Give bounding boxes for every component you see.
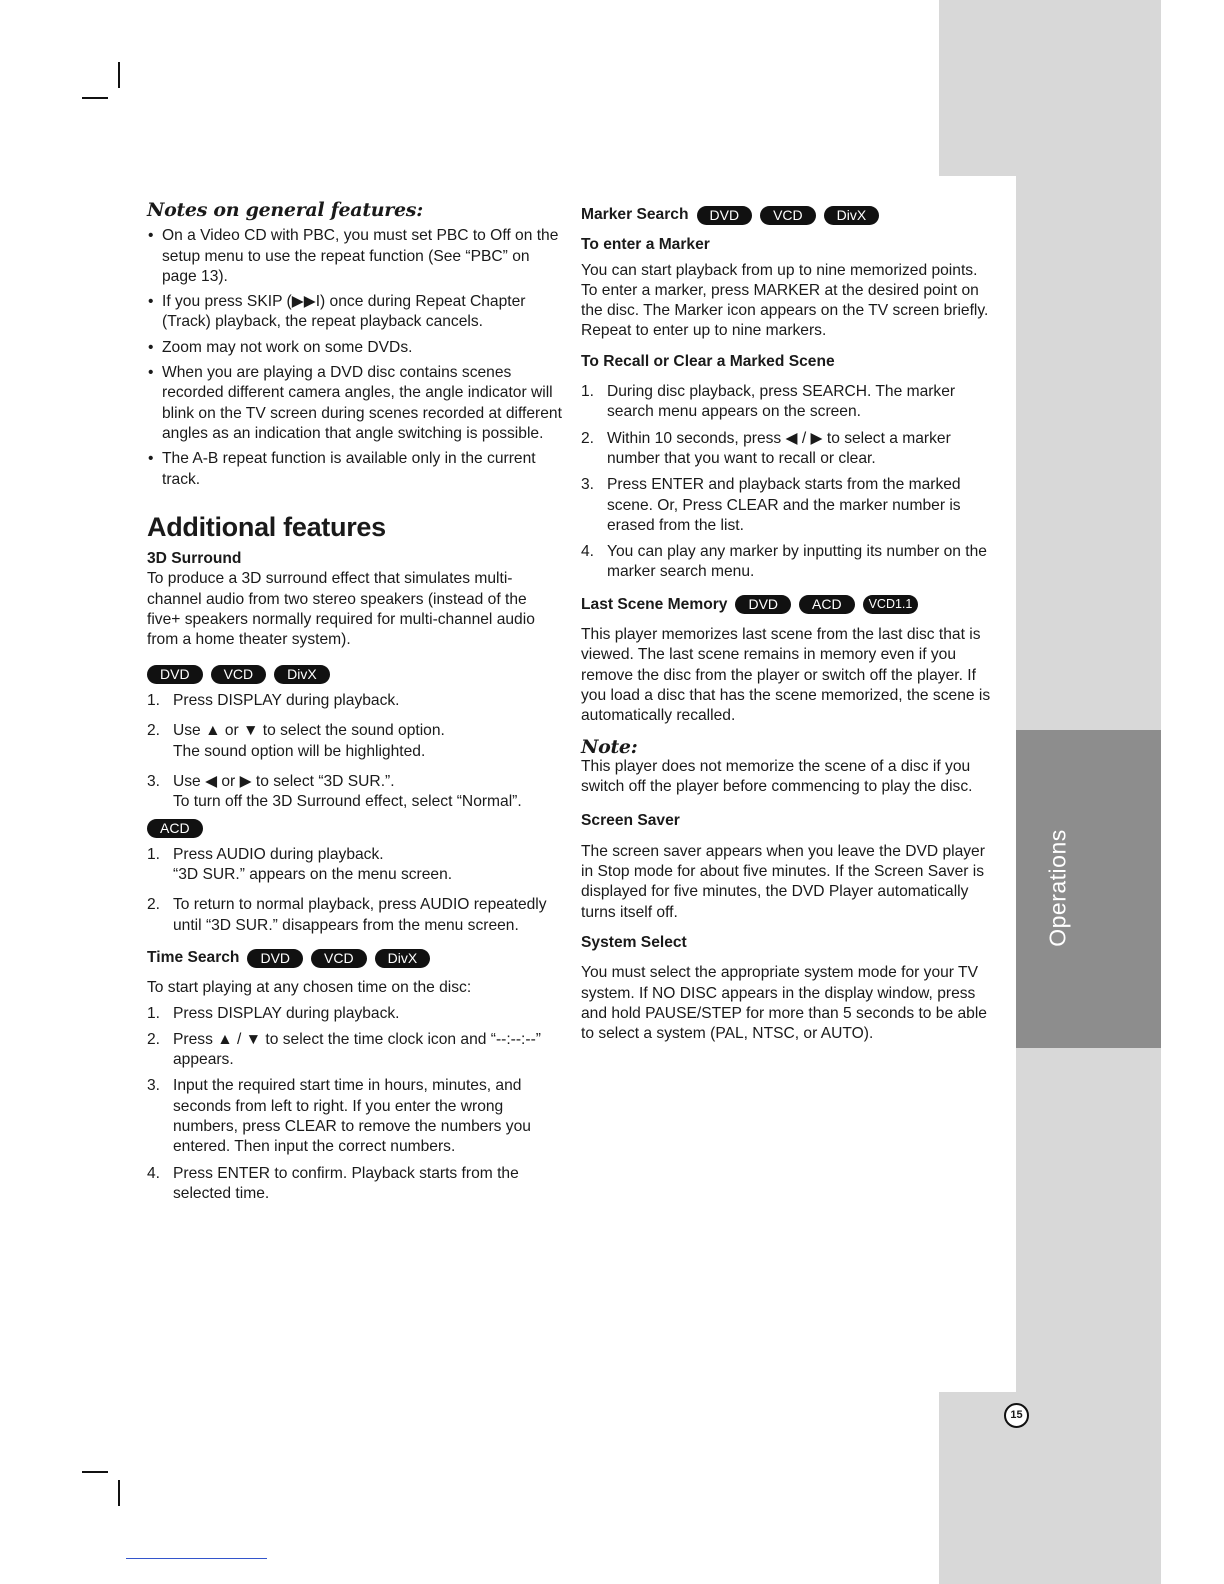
step-text: Within 10 seconds, press ◀ / ▶ to select a marker number that you want to recall or clear. bbox=[607, 429, 951, 467]
step-text: To return to normal playback, press AUDIO repeatedly until “3D SUR.” disappears from the menu screen. bbox=[173, 896, 547, 934]
step-item bbox=[147, 1004, 562, 1024]
step-item bbox=[147, 1076, 562, 1157]
time-search-badges bbox=[247, 949, 430, 968]
last-scene-text: This player memorizes last scene from the last disc that is viewed. The last scene remains in memory even if you remove the disc from the player or switch off the player. If you load a disc that has the scene memorized, the scene is automatically recalled. bbox=[581, 626, 991, 725]
step-text: Use ▲ or ▼ to select the sound option. bbox=[173, 722, 445, 740]
disc-badge: DivX bbox=[824, 206, 880, 225]
step-text: Press AUDIO during playback. bbox=[173, 845, 384, 863]
step-number: 4. bbox=[147, 1164, 161, 1182]
notes-title: Notes on general features: bbox=[147, 199, 423, 221]
disc-badge: DVD bbox=[735, 595, 791, 614]
disc-badge: DivX bbox=[375, 949, 431, 968]
screen-saver-text: The screen saver appears when you leave the DVD player in Stop mode for about five minutes. If the Screen Saver is displayed for five minutes, the DVD Player automatically turns itself off. bbox=[581, 842, 985, 921]
enter-marker-text: You can start playback from up to nine memorized points. To enter a marker, press MARKER at the desired point on the disc. The Marker icon appears on the TV screen briefly. Repeat to enter up to nine markers. bbox=[581, 261, 989, 340]
step-item bbox=[581, 475, 997, 536]
step-text: Input the required start time in hours, minutes, and seconds from left to right. If you enter the wrong numbers, press CLEAR to remove the numbers you entered. Then input the correct numbers. bbox=[173, 1077, 531, 1156]
step-subtext: The sound option will be highlighted. bbox=[173, 742, 426, 760]
enter-marker-title: To enter a Marker bbox=[581, 236, 710, 254]
step-number: 3. bbox=[581, 476, 595, 494]
disc-badge: DVD bbox=[247, 949, 303, 968]
disc-badge: VCD bbox=[760, 206, 816, 225]
surround-intro: To produce a 3D surround effect that simulates multi-channel audio from two stereo speakers (instead of the five+ speakers normally required for multi-channel audio from a home theater system). bbox=[147, 570, 535, 649]
step-text: You can play any marker by inputting its number on the marker search menu. bbox=[607, 543, 987, 581]
step-number: 2. bbox=[147, 722, 161, 740]
step-number: 1. bbox=[147, 1004, 161, 1022]
step-subtext: “3D SUR.” appears on the menu screen. bbox=[173, 866, 453, 884]
step-number: 2. bbox=[147, 1030, 161, 1048]
time-search-intro: To start playing at any chosen time on the disc: bbox=[147, 979, 472, 997]
marker-search-heading bbox=[581, 205, 997, 225]
step-text: Press ▲ / ▼ to select the time clock icon and “--:--:--” appears. bbox=[173, 1030, 541, 1069]
surround-title: 3D Surround bbox=[147, 550, 242, 568]
surround-badges-a bbox=[147, 665, 330, 684]
step-item bbox=[147, 721, 562, 762]
step-item bbox=[147, 772, 562, 813]
notes-item: • On a Video CD with PBC, you must set PBC to Off on the setup menu to use the repeat function (See “PBC” on page 13). bbox=[147, 226, 562, 287]
marker-steps bbox=[581, 382, 997, 583]
notes-item: • If you press SKIP (▶▶I) once during Repeat Chapter (Track) playback, the repeat playback cancels. bbox=[147, 292, 562, 333]
crop-mark-top-vertical bbox=[118, 62, 120, 88]
last-scene-badges bbox=[735, 595, 918, 614]
step-text: Press DISPLAY during playback. bbox=[173, 691, 400, 709]
screen-saver-title: Screen Saver bbox=[581, 812, 680, 830]
step-item bbox=[581, 382, 997, 423]
step-item bbox=[581, 542, 997, 583]
step-number: 1. bbox=[147, 691, 161, 709]
side-strip-bottom bbox=[939, 1392, 1161, 1584]
operations-tab bbox=[1016, 730, 1161, 1048]
step-text: Press ENTER to confirm. Playback starts from the selected time. bbox=[173, 1164, 519, 1202]
disc-badge: VCD bbox=[311, 949, 367, 968]
disc-badge: VCD1.1 bbox=[863, 595, 919, 614]
left-column bbox=[147, 200, 562, 1210]
step-item bbox=[147, 1030, 562, 1071]
last-scene-heading bbox=[581, 595, 997, 615]
surround-steps-a bbox=[147, 691, 562, 812]
last-scene-title: Last Scene Memory bbox=[581, 595, 728, 613]
disc-badge: ACD bbox=[799, 595, 855, 614]
step-number: 3. bbox=[147, 1077, 161, 1095]
step-number: 4. bbox=[581, 543, 595, 561]
disc-badge: DVD bbox=[147, 665, 203, 684]
note-title: Note: bbox=[581, 735, 638, 758]
disc-badge: DivX bbox=[274, 665, 330, 684]
surround-steps-b bbox=[147, 845, 562, 936]
crop-mark-bottom-vertical bbox=[118, 1480, 120, 1506]
step-subtext: To turn off the 3D Surround effect, select “Normal”. bbox=[173, 793, 522, 811]
step-item bbox=[581, 429, 997, 470]
notes-list bbox=[147, 226, 562, 490]
disc-badge: VCD bbox=[211, 665, 267, 684]
additional-features-title: Additional features bbox=[147, 511, 386, 542]
time-search-title: Time Search bbox=[147, 948, 240, 966]
surround-badges-b bbox=[147, 819, 203, 838]
notes-item: • The A-B repeat function is available only in the current track. bbox=[147, 449, 562, 490]
side-strip-top bbox=[939, 0, 1161, 176]
crop-mark-top-horizontal bbox=[82, 97, 108, 99]
system-select-text: You must select the appropriate system mode for your TV system. If NO DISC appears in the display window, press and hold PAUSE/STEP for more than 5 seconds to be able to select a system (PAL, NTSC, or AUTO). bbox=[581, 964, 987, 1043]
step-item bbox=[147, 845, 562, 886]
step-number: 2. bbox=[581, 429, 595, 447]
crop-mark-bottom-horizontal bbox=[82, 1471, 108, 1473]
disc-badge: ACD bbox=[147, 819, 203, 838]
marker-search-badges bbox=[697, 206, 880, 225]
note-text: This player does not memorize the scene of a disc if you switch off the player before commencing to play the disc. bbox=[581, 757, 973, 796]
system-select-title: System Select bbox=[581, 933, 687, 951]
time-search-heading bbox=[147, 948, 562, 968]
step-text: Press ENTER and playback starts from the marked scene. Or, Press CLEAR and the marker number is erased from the list. bbox=[607, 476, 961, 534]
marker-search-title: Marker Search bbox=[581, 206, 689, 223]
notes-item: • Zoom may not work on some DVDs. bbox=[147, 338, 562, 358]
step-number: 1. bbox=[581, 383, 595, 401]
recall-marker-title: To Recall or Clear a Marked Scene bbox=[581, 352, 835, 370]
bottom-link-line bbox=[126, 1558, 267, 1559]
notes-item: • When you are playing a DVD disc contains scenes recorded different camera angles, the angle indicator will blink on the TV screen during scenes recorded at different angles as an indication that angle switching is possible. bbox=[147, 363, 562, 444]
step-item bbox=[147, 691, 562, 711]
step-text: Use ◀ or ▶ to select “3D SUR.”. bbox=[173, 772, 395, 790]
operations-tab-label: Operations bbox=[1044, 829, 1071, 947]
right-column bbox=[581, 205, 997, 1044]
page-number: 15 bbox=[1004, 1403, 1029, 1428]
step-item bbox=[147, 1164, 562, 1205]
time-search-steps bbox=[147, 1004, 562, 1205]
step-text: During disc playback, press SEARCH. The marker search menu appears on the screen. bbox=[607, 383, 956, 421]
step-text: Press DISPLAY during playback. bbox=[173, 1004, 400, 1022]
step-number: 1. bbox=[147, 845, 161, 863]
step-number: 3. bbox=[147, 772, 161, 790]
step-item bbox=[147, 895, 562, 936]
step-number: 2. bbox=[147, 896, 161, 914]
disc-badge: DVD bbox=[697, 206, 753, 225]
